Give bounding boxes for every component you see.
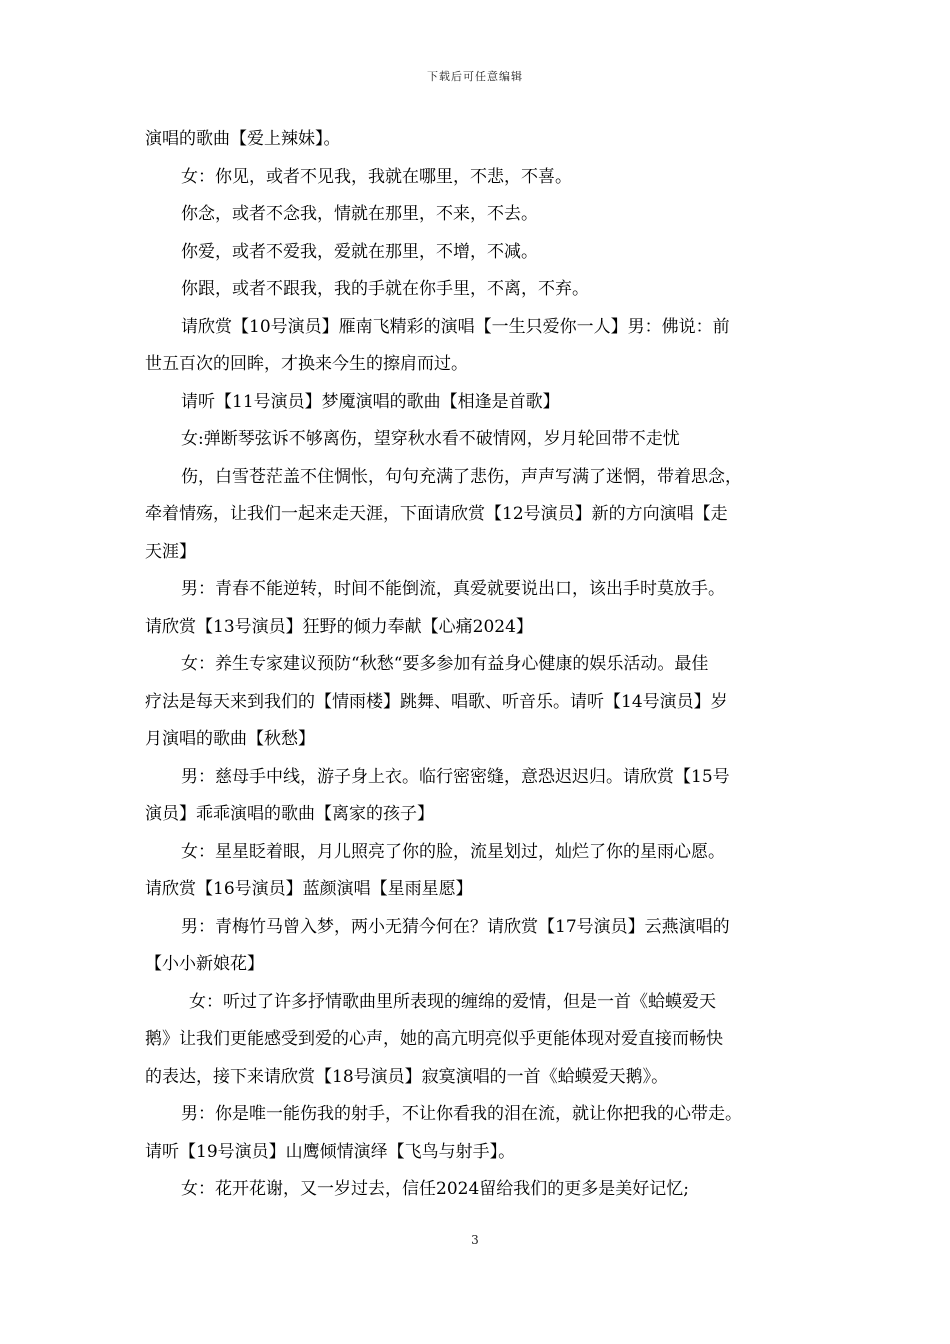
page-number: 3 [471, 1233, 479, 1247]
text-line: 月演唱的歌曲【秋愁】 [145, 729, 315, 749]
text-line: 的表达，接下来请欣赏【18号演员】寂寞演唱的一首《蛤蟆爱天鹅》。 [145, 1066, 669, 1087]
text-line: 你念，或者不念我，情就在那里，不来，不去。 [181, 204, 538, 224]
text-line: 女：星星眨着眼，月儿照亮了你的脸，流星划过，灿烂了你的星雨心愿。 [181, 841, 725, 862]
text-line: 女：你见，或者不见我，我就在哪里，不悲，不喜。 [181, 166, 572, 187]
text-line: 伤，白雪苍茫盖不住惆怅，句句充满了悲伤，声声写满了迷惘，带着思念， [181, 466, 742, 487]
text-line: 牵着情殇，让我们一起来走天涯，下面请欣赏【12号演员】新的方向演唱【走 [145, 504, 728, 524]
text-line: 鹅》让我们更能感受到爱的心声，她的高亢明亮似乎更能体现对爱直接而畅快 [145, 1029, 723, 1049]
text-line: 男：青春不能逆转，时间不能倒流，真爱就要说出口，该出手时莫放手。 [181, 579, 725, 599]
text-line: 请听【19号演员】山鹰倾情演绎【飞鸟与射手】。 [145, 1141, 516, 1162]
text-line: 男：你是唯一能伤我的射手，不让你看我的泪在流，就让你把我的心带走。 [181, 1104, 742, 1124]
text-line: 天涯】 [145, 541, 196, 562]
text-line: 你爱，或者不爱我，爱就在那里，不增，不减。 [181, 241, 538, 262]
text-line: 女：听过了许多抒情歌曲里所表现的缠绵的爱情，但是一首《蛤蟆爱天 [189, 991, 716, 1012]
page-header: 下载后可任意编辑 [427, 70, 523, 83]
text-line: 男：慈母手中线，游子身上衣。临行密密缝，意恐迟迟归。请欣赏【15号 [181, 766, 730, 787]
text-line: 演员】乖乖演唱的歌曲【离家的孩子】 [145, 804, 434, 824]
text-line: 请欣赏【13号演员】狂野的倾力奉献【心痛2024】 [145, 616, 533, 637]
text-line: 世五百次的回眸，才换来今生的擦肩而过。 [145, 354, 468, 374]
text-line: 男：青梅竹马曾入梦，两小无猜今何在？请欣赏【17号演员】云燕演唱的 [181, 916, 730, 937]
text-line: 女:弹断琴弦诉不够离伤，望穿秋水看不破情网，岁月轮回带不走忧 [181, 429, 680, 449]
text-line: 请欣赏【10号演员】雁南飞精彩的演唱【一生只爱你一人】男：佛说：前 [181, 316, 730, 337]
text-line: 请听【11号演员】梦魇演唱的歌曲【相逢是首歌】 [181, 391, 560, 412]
text-line: 演唱的歌曲【爱上辣妹】。 [145, 129, 341, 149]
text-line: 女：养生专家建议预防“秋愁“要多参加有益身心健康的娱乐活动。最佳 [181, 654, 709, 674]
text-line: 【小小新娘花】 [145, 954, 264, 974]
text-line: 女：花开花谢，又一岁过去，信任2024留给我们的更多是美好记忆; [181, 1179, 689, 1199]
text-line: 你跟，或者不跟我，我的手就在你手里，不离，不弃。 [181, 279, 589, 299]
text-line: 请欣赏【16号演员】蓝颜演唱【星雨星愿】 [145, 879, 473, 899]
text-line: 疗法是每天来到我们的【情雨楼】跳舞、唱歌、听音乐。请听【14号演员】岁 [145, 691, 728, 712]
document-body [145, 121, 807, 1209]
